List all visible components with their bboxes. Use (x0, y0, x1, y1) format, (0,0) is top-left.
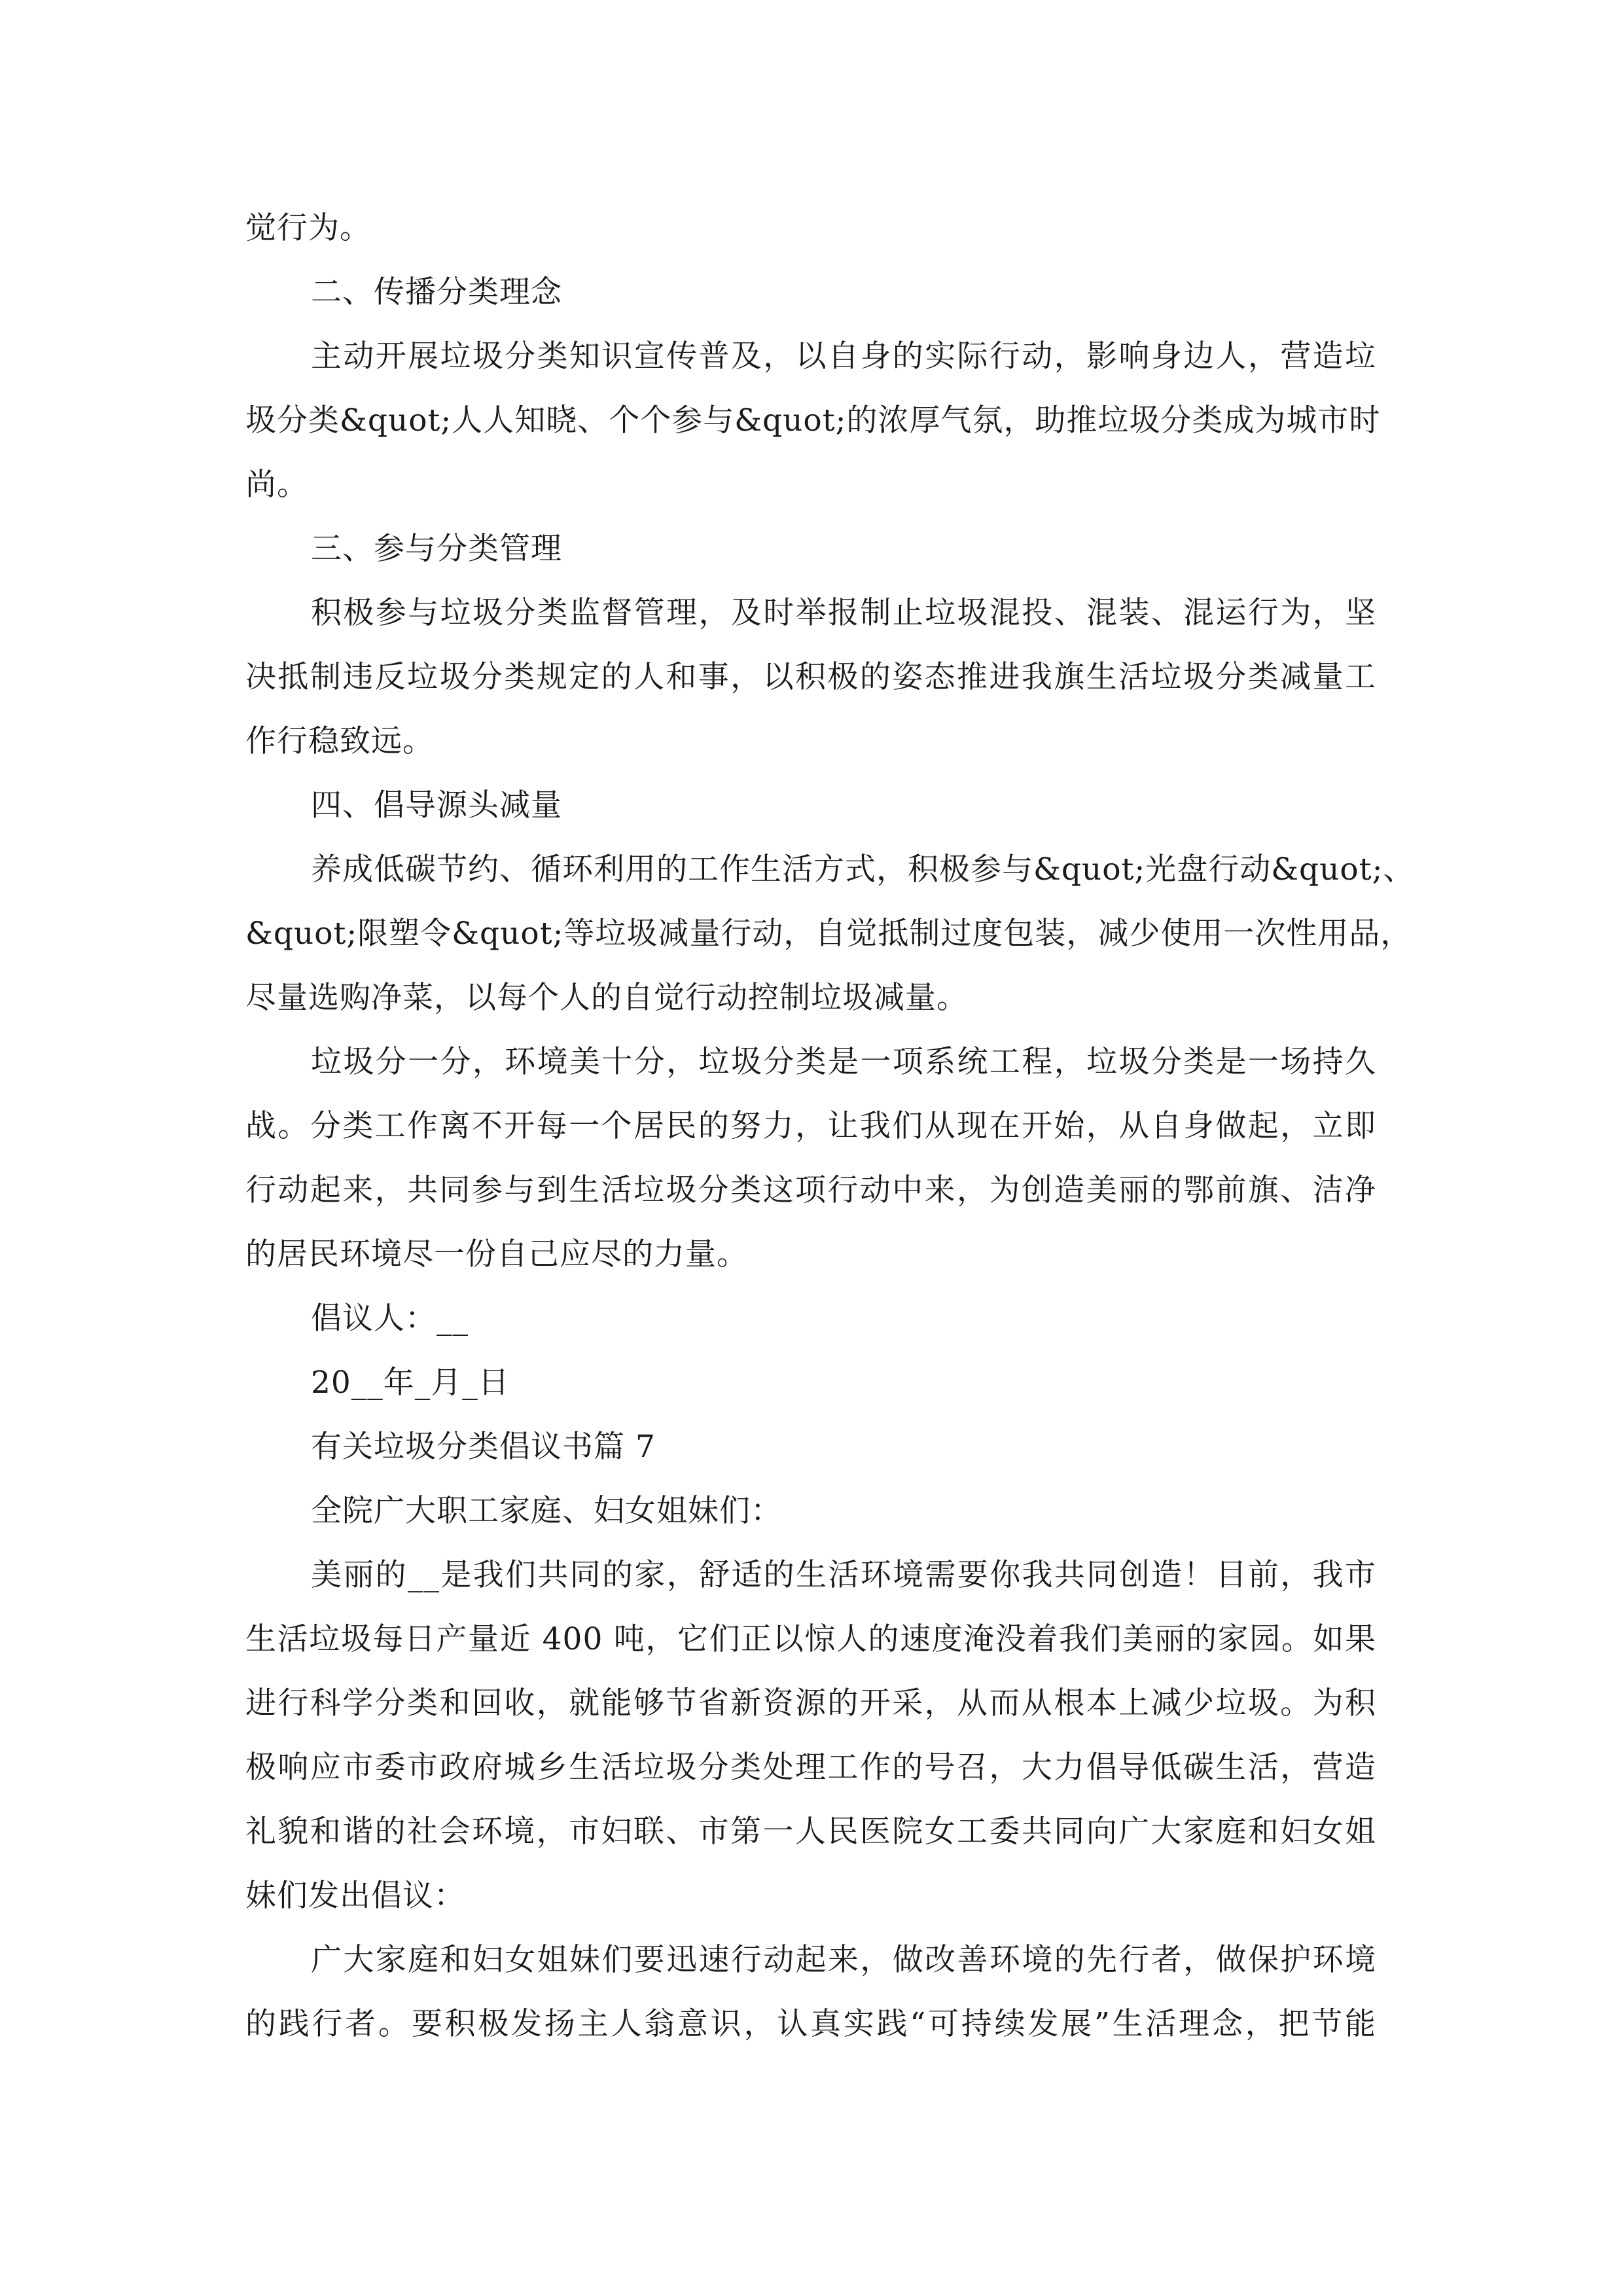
text-line: 觉行为。 (245, 210, 371, 246)
text-line: 美丽的__是我们共同的家，舒适的生活环境需要你我共同创造！目前，我市 (311, 1557, 1376, 1593)
section-heading: 四、倡导源头减量 (311, 787, 562, 823)
section-heading: 二、传播分类理念 (311, 274, 562, 310)
text-line: 进行科学分类和回收，就能够节省新资源的开采，从而从根本上减少垃圾。为积 (245, 1685, 1376, 1721)
text-line: 战。分类工作离不开每一个居民的努力，让我们从现在开始，从自身做起，立即 (245, 1108, 1376, 1144)
article-title: 有关垃圾分类倡议书篇 7 (311, 1429, 656, 1465)
text-line: 的居民环境尽一份自己应尽的力量。 (245, 1236, 748, 1272)
salutation: 全院广大职工家庭、妇女姐妹们： (311, 1493, 782, 1529)
text-line: 生活垃圾每日产量近 400 吨，它们正以惊人的速度淹没着我们美丽的家园。如果 (245, 1621, 1376, 1657)
text-line: 礼貌和谐的社会环境，市妇联、市第一人民医院女工委共同向广大家庭和妇女姐 (245, 1814, 1376, 1850)
text-line: 极响应市委市政府城乡生活垃圾分类处理工作的号召，大力倡导低碳生活，营造 (245, 1749, 1376, 1785)
text-line: 养成低碳节约、循环利用的工作生活方式，积极参与&quot;光盘行动&quot;、 (311, 852, 1415, 888)
text-line: 尽量选购净菜，以每个人的自觉行动控制垃圾减量。 (245, 980, 968, 1016)
text-line: 妹们发出倡议： (245, 1878, 465, 1914)
section-heading: 三、参与分类管理 (311, 531, 562, 567)
text-line: 广大家庭和妇女姐妹们要迅速行动起来，做改善环境的先行者，做保护环境 (311, 1942, 1376, 1978)
text-line: 圾分类&quot;人人知晓、个个参与&quot;的浓厚气氛，助推垃圾分类成为城市时 (245, 403, 1381, 439)
text-line: 积极参与垃圾分类监督管理，及时举报制止垃圾混投、混装、混运行为，坚 (311, 595, 1376, 631)
signatory-line: 倡议人：__ (311, 1300, 469, 1336)
date-line: 20__年_月_日 (311, 1365, 510, 1401)
text-line: &quot;限塑令&quot;等垃圾减量行动，自觉抵制过度包装，减少使用一次性用品， (245, 916, 1412, 952)
text-line: 尚。 (245, 467, 308, 503)
text-line: 主动开展垃圾分类知识宣传普及，以自身的实际行动，影响身边人，营造垃 (311, 338, 1376, 374)
text-line: 的践行者。要积极发扬主人翁意识，认真实践“可持续发展”生活理念，把节能 (245, 2006, 1376, 2042)
text-line: 作行稳致远。 (245, 723, 434, 759)
text-line: 行动起来，共同参与到生活垃圾分类这项行动中来，为创造美丽的鄂前旗、洁净 (245, 1172, 1376, 1208)
text-line: 决抵制违反垃圾分类规定的人和事，以积极的姿态推进我旗生活垃圾分类减量工 (245, 659, 1376, 695)
text-line: 垃圾分一分，环境美十分，垃圾分类是一项系统工程，垃圾分类是一场持久 (311, 1044, 1376, 1080)
